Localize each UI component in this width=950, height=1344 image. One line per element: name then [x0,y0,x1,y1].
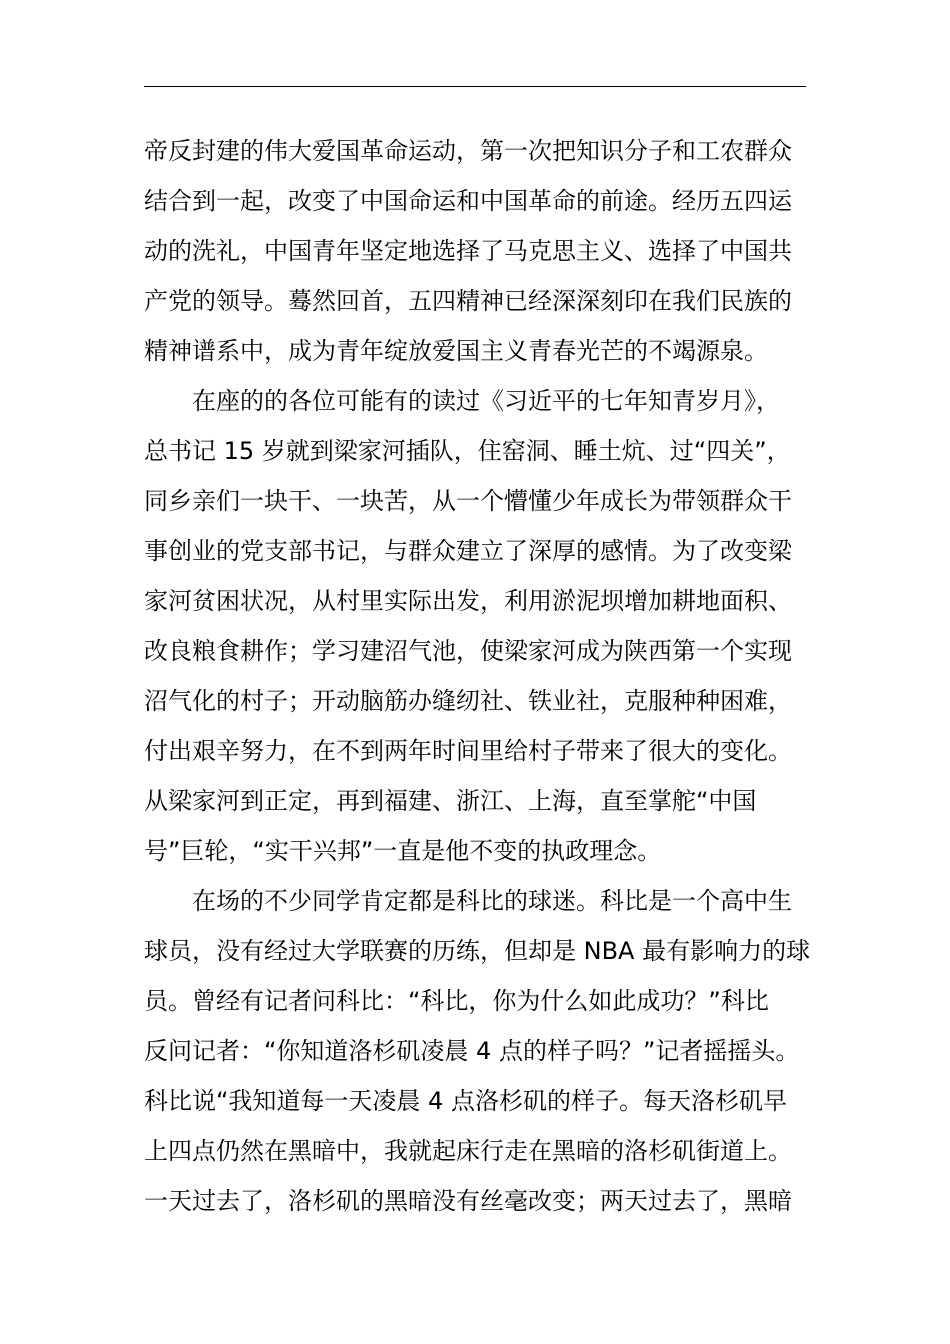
text-line: 改良粮食耕作；学习建沼气池，使梁家河成为陕西第一个实现 [144,637,792,665]
text-line: 号”巨轮，“实干兴邦”一直是他不变的执政理念。 [144,837,662,865]
text-line: 家河贫困状况，从村里实际出发，利用淤泥坝增加耕地面积、 [144,587,792,615]
text-line: 精神谱系中，成为青年绽放爱国主义青春光芒的不竭源泉。 [144,337,768,365]
text-line: 付出艰辛努力，在不到两年时间里给村子带来了很大的变化。 [144,737,792,765]
text-line: 动的洗礼，中国青年坚定地选择了马克思主义、选择了中国共 [144,237,792,265]
text-line: 产党的领导。蓦然回首，五四精神已经深深刻印在我们民族的 [144,287,792,315]
text-line: 球员，没有经过大学联赛的历练，但却是 NBA 最有影响力的球 [144,937,811,965]
text-line: 上四点仍然在黑暗中，我就起床行走在黑暗的洛杉矶街道上。 [144,1137,792,1165]
text-line: 反问记者：“你知道洛杉矶凌晨 4 点的样子吗？”记者摇摇头。 [144,1037,800,1065]
text-line: 结合到一起，改变了中国命运和中国革命的前途。经历五四运 [144,187,792,215]
text-line: 从梁家河到正定，再到福建、浙江、上海，直至掌舵“中国 [144,787,757,815]
text-line: 科比说“我知道每一天凌晨 4 点洛杉矶的样子。每天洛杉矶早 [144,1087,787,1115]
header-rule [144,86,806,87]
text-line: 事创业的党支部书记，与群众建立了深厚的感情。为了改变梁 [144,537,792,565]
text-line: 同乡亲们一块干、一块苦，从一个懵懂少年成长为带领群众干 [144,487,792,515]
text-line: 总书记 15 岁就到梁家河插队，住窑洞、睡土炕、过“四关”， [144,437,791,465]
paragraph-start-line: 在座的的各位可能有的读过《习近平的七年知青岁月》， [192,387,780,415]
paragraph-start-line: 在场的不少同学肯定都是科比的球迷。科比是一个高中生 [192,887,792,915]
text-line: 一天过去了，洛杉矶的黑暗没有丝毫改变；两天过去了，黑暗 [144,1187,792,1215]
body-text [144,126,811,1226]
text-line: 帝反封建的伟大爱国革命运动，第一次把知识分子和工农群众 [144,137,792,165]
text-line: 员。曾经有记者问科比：“科比，你为什么如此成功？”科比 [144,987,769,1015]
text-line: 沼气化的村子；开动脑筋办缝纫社、铁业社，克服种种困难， [144,687,792,715]
